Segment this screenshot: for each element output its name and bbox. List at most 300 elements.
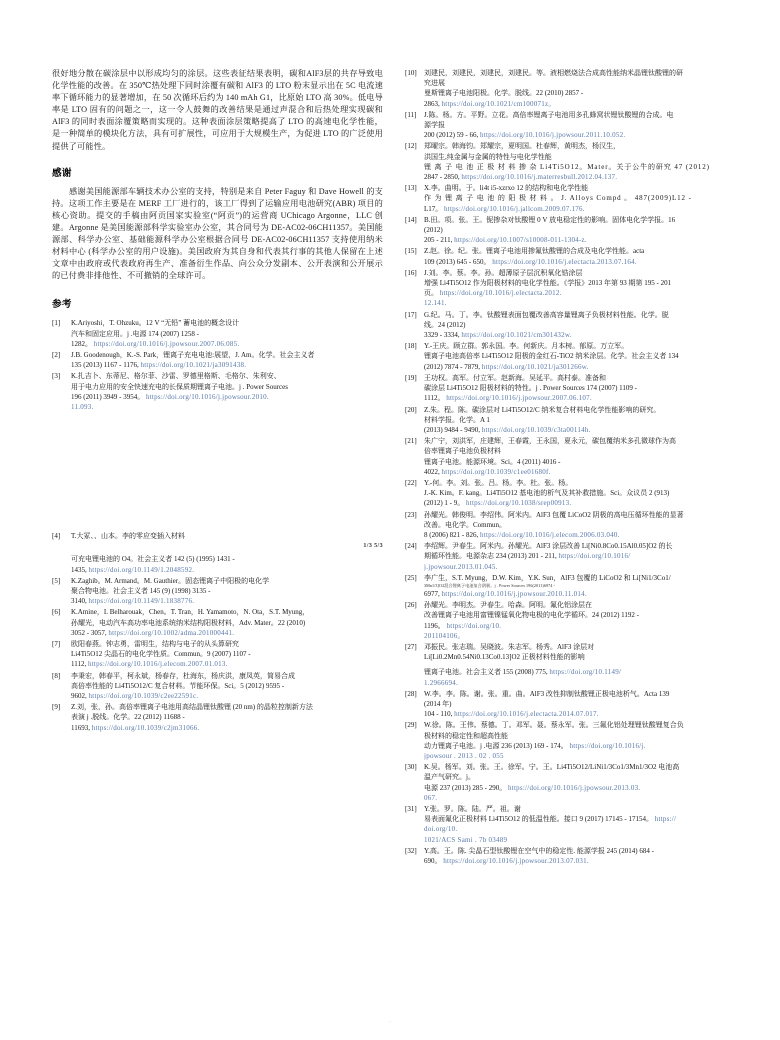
reference-line xyxy=(424,99,736,109)
reference-line xyxy=(424,235,736,245)
reference-entry xyxy=(405,573,736,599)
reference-text: 205 - 211, xyxy=(424,236,455,245)
doi-link[interactable]: 11.093. xyxy=(71,403,94,412)
doi-link[interactable]: j.jpowsour.2013.01.045. xyxy=(424,562,498,571)
reference-text: 11693, xyxy=(71,723,92,732)
reference-line xyxy=(424,446,736,456)
doi-link[interactable]: https://doi.org/10.1016/j.jpowsour.2013.07.031. xyxy=(443,857,589,866)
reference-continuation xyxy=(52,554,383,574)
reference-number: [29] xyxy=(405,721,417,730)
reference-line xyxy=(71,649,383,659)
reference-line xyxy=(424,846,736,856)
reference-line xyxy=(424,457,736,467)
left-column xyxy=(52,68,383,867)
doi-link[interactable]: https://doi.org/10.1016/j.elecom.2006.03.040. xyxy=(480,530,620,539)
doi-link[interactable]: https://doi.org/10.1149/1.2048592. xyxy=(88,565,195,574)
doi-link[interactable]: 1.2966694. xyxy=(424,678,458,687)
reference-text: 1196。 xyxy=(424,621,447,630)
reference-line xyxy=(424,741,736,751)
reference-text: 郑曜宗。韩海钧。郑耀宗，夏明国。杜春辉，黄明杰，杨汉生， xyxy=(424,142,620,151)
reference-entry xyxy=(405,405,736,436)
doi-link[interactable]: https://doi.org/10.1039/c1ee01680f. xyxy=(441,467,551,476)
reference-text: T.大冢、、山本。李的零应变插入材料 xyxy=(71,532,186,541)
reference-text: 温产气研究。j。 xyxy=(424,773,475,782)
reference-text: (2014 年) xyxy=(424,699,452,708)
reference-line xyxy=(424,110,736,120)
reference-line xyxy=(424,762,736,772)
reference-line xyxy=(71,723,383,733)
reference-body xyxy=(424,183,736,214)
reference-text: 196 (2011) 3949 - 3954。 xyxy=(71,392,146,401)
reference-number: [16] xyxy=(405,268,417,277)
reference-text: 1282。 xyxy=(71,339,94,348)
doi-link[interactable]: https://doi.org/10.1149/1.1838776. xyxy=(88,597,195,606)
reference-line xyxy=(71,360,383,370)
reference-line xyxy=(424,551,736,561)
reference-line xyxy=(424,330,736,340)
reference-body xyxy=(424,310,736,341)
reference-line xyxy=(424,678,736,688)
reference-text: 页。 xyxy=(424,289,440,298)
reference-line xyxy=(424,600,736,610)
doi-link[interactable]: https://doi.org/10.1039/c2jm31066. xyxy=(91,723,200,732)
reference-body xyxy=(424,846,736,866)
reference-line xyxy=(424,120,736,130)
doi-link[interactable]: 1021/ACS Sami . 7b 03489 xyxy=(424,835,508,844)
reference-body xyxy=(71,607,383,638)
doi-link[interactable]: https://doi.org/10.1021/ja3091438. xyxy=(140,361,247,370)
reference-text: 109 (2013) 645 - 650。 xyxy=(424,257,493,266)
reference-line xyxy=(71,371,383,381)
reference-number: [27] xyxy=(405,642,417,651)
reference-body xyxy=(424,510,736,541)
reference-line xyxy=(71,671,383,681)
reference-line xyxy=(71,659,383,669)
reference-number: [25] xyxy=(405,573,417,582)
reference-text: 倍率锂离子电池负极材料 xyxy=(424,447,501,456)
reference-line xyxy=(424,541,736,551)
reference-line xyxy=(424,783,736,793)
reference-body xyxy=(71,318,383,349)
reference-number: [23] xyxy=(405,510,417,519)
reference-number: [28] xyxy=(405,689,417,698)
reference-entry xyxy=(405,341,736,372)
reference-number: [19] xyxy=(405,373,417,382)
reference-line xyxy=(424,652,736,662)
two-column-layout xyxy=(52,68,736,867)
reference-line xyxy=(424,731,736,741)
reference-text: 聚合物电池。社会主义者 145 (9) (1998) 3135 - xyxy=(71,587,211,596)
reference-number: [14] xyxy=(405,215,417,224)
reference-text: 锂离子电池。能源环境。Sci。4 (2011) 4016 - xyxy=(424,457,561,466)
reference-line xyxy=(71,607,383,617)
reference-text: 极材料的稳定性和超高性能 xyxy=(424,731,508,740)
reference-text: (2013) 9484 - 9490, xyxy=(424,425,482,434)
reference-line xyxy=(424,172,736,182)
reference-list-right xyxy=(405,68,736,866)
doi-link[interactable]: https://doi.org/10.1021/cm100071z。 xyxy=(441,99,556,108)
reference-text: 动力锂离子电池。j .电源 236 (2013) 169 - 174。 xyxy=(424,741,570,750)
reference-number: [8] xyxy=(52,671,61,680)
reference-line xyxy=(424,341,736,351)
reference-line xyxy=(71,596,383,606)
reference-body xyxy=(71,531,383,541)
reference-line xyxy=(424,573,736,583)
reference-entry xyxy=(52,639,383,670)
reference-body xyxy=(424,405,736,436)
doi-link[interactable]: https://doi.org/10.1016/j.elecom.2007.01.013. xyxy=(87,660,228,669)
doi-link[interactable]: 12.141. xyxy=(424,299,447,308)
reference-text: J.B. Goodenough，K.-S. Park，锂离子充电电池:展望，J. Am。化学。社会主义者 xyxy=(71,351,315,360)
doi-link[interactable]: https://doi.org/10.1016/j.materresbull.2012.04.137. xyxy=(461,173,618,182)
reference-line xyxy=(424,257,736,267)
reference-entry xyxy=(405,183,736,214)
doi-link[interactable]: jpowsour . 2013 . 02 . 055 xyxy=(424,752,504,760)
reference-line xyxy=(424,405,736,415)
reference-line xyxy=(71,681,383,691)
reference-text: 增强 Li4Ti5O12 作为阳极材料的电化学性能。《学报》2013 年第 93 期第 195 - 201 xyxy=(424,279,672,288)
reference-line xyxy=(424,204,736,214)
reference-body xyxy=(424,541,736,572)
reference-text: G.纪。马。丁。李。钛酸锂表面包覆改善高容量锂离子负极材料性能。化学。脱 xyxy=(424,310,669,319)
reference-text: 碳涂层 Li4Ti5O12 阳极材料的特性。j . Power Sources 174 (2007) 1109 - xyxy=(424,384,637,393)
reference-text: 高倍率性能的 Li4Ti5O12/C 复合材料。节能环保。Sci。5 (2012) 9595 - xyxy=(71,681,285,690)
reference-text: 刘建民，刘建民，刘建民，刘建民。等。液相燃烧法合成高性能纳米晶锂钛酸锂的研 xyxy=(424,69,683,77)
doi-link[interactable]: https://doi.org/10. xyxy=(446,621,502,630)
reference-number: [4] xyxy=(52,532,61,541)
reference-number: [10] xyxy=(405,69,417,77)
reference-line xyxy=(424,193,736,203)
reference-line xyxy=(424,362,736,372)
reference-text: W.李。李。陈。谢。张。重。曲。AlF3 改性抑制钛酸锂正极电池析气。Acta 139 xyxy=(424,689,670,698)
reference-body xyxy=(71,554,383,574)
reference-line xyxy=(424,631,736,641)
reference-line xyxy=(424,689,736,699)
doi-link[interactable]: 067. xyxy=(424,793,438,802)
reference-body xyxy=(424,436,736,477)
reference-text: 1112。 xyxy=(424,394,447,403)
doi-link[interactable]: https://doi.org/10.1021/cm301432w. xyxy=(461,331,572,340)
reference-text: 李秉宏，韩春平，柯永斌，杨春存，杜海东，杨庆洪，康凤英，简易合成 xyxy=(71,671,295,680)
reference-text: 汽车和固定应用。j .电源 174 (2007) 1258 - xyxy=(71,329,199,338)
reference-entry xyxy=(52,350,383,370)
reference-text: 易表面氟化正极材料 Li4Ti5O12 的低温性能。接口 9 (2017) 17145 - 17154。 xyxy=(424,815,655,824)
reference-list-left xyxy=(52,318,383,732)
reference-line xyxy=(424,288,736,298)
reference-number: [32] xyxy=(405,846,417,855)
reference-line xyxy=(424,699,736,709)
reference-text: Li[Li0.2Mn0.54Ni0.13Co0.13]O2 正极材料性能的影响 xyxy=(424,653,585,662)
doi-link[interactable]: https://doi.org/10.1002/adma.201000441. xyxy=(108,628,235,637)
reference-number: [1] xyxy=(52,319,61,328)
reference-text: (2012) 7874 - 7879, xyxy=(424,362,482,371)
reference-body xyxy=(424,804,736,845)
reference-number: [5] xyxy=(52,576,61,585)
reference-number: [13] xyxy=(405,184,417,193)
reference-line xyxy=(424,215,736,225)
reference-text: 3140, xyxy=(71,597,89,606)
reference-entry xyxy=(405,846,736,866)
reference-text: 2847 - 2850, xyxy=(424,173,462,182)
reference-text: 作 为 锂 离 子 电 池 的 阳 极 材 料 。 J. Alloys Compd 。 487(2009)L12 - xyxy=(424,194,692,203)
reference-entry xyxy=(405,510,736,541)
reference-text: 可充电锂电池的 O4。社会主义者 142 (5) (1995) 1431 - xyxy=(71,555,235,564)
reference-text: 洪国生,纯金属与金属的特性与电化学性能 xyxy=(424,152,552,161)
reference-entry xyxy=(52,318,383,349)
reference-entry xyxy=(52,371,383,412)
reference-body xyxy=(71,702,383,733)
reference-text: 用于电力应用的安全快速充电的长保质期锂离子电池。j . Power Sources xyxy=(71,382,288,391)
doi-link[interactable]: https://doi.org/10.1016/j.jpowsour.2010. xyxy=(145,392,269,401)
reference-line xyxy=(424,510,736,520)
reference-text: 线。24 (2012) xyxy=(424,320,466,329)
reference-line xyxy=(71,329,383,339)
reference-line xyxy=(424,772,736,782)
reference-line xyxy=(424,804,736,814)
reference-line xyxy=(424,793,736,803)
reference-line xyxy=(424,856,736,866)
reference-line xyxy=(424,562,736,572)
reference-line xyxy=(71,531,383,541)
reference-entry xyxy=(405,110,736,141)
reference-line xyxy=(424,373,736,383)
reference-line xyxy=(424,351,736,361)
reference-text: 表演 j .脱线。化学。22 (2012) 11688 - xyxy=(71,713,185,722)
doi-link[interactable]: https://doi.org/10.1016/ xyxy=(558,552,631,561)
reference-text: 8 (2006) 821 - 826, xyxy=(424,530,480,539)
doi-link[interactable]: https://doi.org/10.1016/j.jpowsour.2007.06.107. xyxy=(446,394,592,403)
reference-number: [3] xyxy=(52,372,61,381)
reference-line xyxy=(424,268,736,278)
reference-text: 究进展 xyxy=(424,79,445,88)
doi-link[interactable]: https:// xyxy=(654,815,677,824)
reference-line xyxy=(424,642,736,652)
reference-line xyxy=(424,520,736,530)
reference-entry xyxy=(52,607,383,638)
reference-text: 1435, xyxy=(71,565,89,574)
reference-line xyxy=(424,320,736,330)
reference-line xyxy=(424,610,736,620)
reference-number: [20] xyxy=(405,405,417,414)
reference-text: 3Mn1/3]O2混合锂离子电池复合阴极。j . Power Sources 196(2011)6974 - xyxy=(424,582,556,588)
reference-line xyxy=(424,415,736,425)
reference-text: Y.张。罗。陈。陆。严。祖。谢 xyxy=(424,805,521,814)
reference-body xyxy=(71,639,383,670)
doi-link[interactable]: https://doi.org/10.1149/ xyxy=(549,668,622,677)
reference-body xyxy=(424,268,736,309)
reference-line xyxy=(71,576,383,586)
reference-text: 3329 - 3334, xyxy=(424,331,462,340)
reference-entry xyxy=(405,720,736,761)
reference-line xyxy=(424,667,736,677)
reference-number: [18] xyxy=(405,342,417,351)
reference-number: [7] xyxy=(52,640,61,649)
reference-text: L17。 xyxy=(424,204,445,213)
reference-text: 锂离子电池。社会主义者 155 (2008) 775, xyxy=(424,668,550,677)
reference-entry xyxy=(405,141,736,182)
reference-line xyxy=(424,709,736,719)
reference-text: 电源 237 (2013) 285 - 290。 xyxy=(424,783,508,792)
reference-number: [21] xyxy=(405,437,417,446)
reference-body xyxy=(424,141,736,182)
reference-entry xyxy=(405,268,736,309)
reference-text: (2012) xyxy=(424,226,443,235)
reference-entry xyxy=(405,804,736,845)
reference-line xyxy=(424,383,736,393)
reference-body xyxy=(424,642,736,688)
doi-link[interactable]: https://doi.org/10.1016/j.electacta.2012. xyxy=(439,289,562,298)
reference-body xyxy=(424,600,736,641)
reference-line xyxy=(424,130,736,140)
reference-body xyxy=(424,341,736,372)
reference-entry xyxy=(405,600,736,641)
reference-line xyxy=(71,639,383,649)
reference-text: 孙耀光。李明杰。尹春生。哈森。阿明。氟化铝涂层在 xyxy=(424,601,592,610)
reference-entry xyxy=(405,762,736,803)
reference-text: K.Zaghib。M. Armand。M. Gauthier。固态锂离子中阳极的电化学 xyxy=(71,576,270,585)
reference-entry xyxy=(52,576,383,607)
reference-line xyxy=(424,183,736,193)
right-column xyxy=(405,68,736,867)
reference-text: Z.刘，张，孙。高倍率锂离子电池用高结晶锂钛酸锂 (20 nm) 的晶粒控制新方法 xyxy=(71,703,313,712)
doi-link[interactable]: https://doi.org/10.1016/j.jallcom.2009.07.176. xyxy=(444,204,585,213)
reference-line xyxy=(424,152,736,162)
reference-text: 改善锂离子电池用富锂镍锰氧化物电极的电化学循环。24 (2012) 1192 - xyxy=(424,611,639,620)
reference-text: 李绍辉。尹春生。阿米内。孙耀光。AlF3 涂层改善 Li[Ni0.8Co0.15Al0.05]O2 的长 xyxy=(424,542,673,551)
reference-text: 邓振民。张志瑞。吴晓波。朱志军。杨秀。AlF3 涂层对 xyxy=(424,642,595,651)
reference-body xyxy=(424,68,736,109)
reference-text: Z.朱。程。陈。碳涂层对 Li4Ti5O12/C 纳米复合材料电化学性能影响的研究。 xyxy=(424,405,661,414)
doi-link[interactable]: https://doi.org/10.1039/c2ee22591c. xyxy=(88,692,199,701)
reference-line xyxy=(424,393,736,403)
reference-text: K.Amine，I. Belharouak，Chen。T. Tran，H. Yamamoto，N. Ota，S.T. Myung， xyxy=(71,608,310,617)
reference-number: [2] xyxy=(52,351,61,360)
reference-body xyxy=(424,373,736,404)
doi-link[interactable]: 201104106。 xyxy=(424,631,465,640)
reference-line xyxy=(424,720,736,730)
reference-entry xyxy=(405,478,736,509)
reference-text: B.田。项。张。王。铌掺杂对钛酸锂 0 V 放电稳定性的影响。固体电化学学报。16 xyxy=(424,215,676,224)
reference-line xyxy=(71,618,383,628)
reference-text: 4022, xyxy=(424,467,442,476)
doi-link[interactable]: https://doi.org/10.1039/c3ta00114h. xyxy=(481,425,591,434)
reference-text: K.吴。杨军。刘。张。王。徐军。宁。王。Li4Ti5O12/LiNi1/3Co1/3Mn1/3O2 电池高 xyxy=(424,763,680,772)
reference-text: 李广生，S.T. Myung，D.W. Kim，Y.K. Sun，AlF3 包覆的 LiCoO2 和 Li[Ni1/3Co1/ xyxy=(424,573,671,582)
reference-text: 3052 - 3057, xyxy=(71,628,109,637)
reference-line xyxy=(424,68,736,78)
reference-line xyxy=(424,162,736,172)
doi-link[interactable]: https://doi.org/10.1021/ja301266w. xyxy=(481,362,589,371)
reference-text: J.刘。李。蔡。李。孙。超薄原子层沉积氧化锆涂层 xyxy=(424,268,583,277)
reference-text: 135 (2013) 1167 - 1176, xyxy=(71,361,141,370)
reference-line xyxy=(424,278,736,288)
reference-body xyxy=(424,246,736,266)
reference-body xyxy=(424,689,736,720)
reference-text: 200 (2012) 59 - 66, xyxy=(424,131,480,140)
acknowledgement-text: 感谢美国能源部车辆技术办公室的支持，特别是来自 Peter Faguy 和 Dave Howell 的支持。这项工作主要是在 MERF 工厂进行的，该工厂得到了运输应用电池研究(ABR) 项目的核心资助。提交的手稿由阿贡国家实验室(“阿贡”)的运营商 UChicago Argonne，LLC 创建。Argonne 是美国能源部科学实验室办公室，其合同号为 DE-AC02-06CH11357。美国能源部、科学办公室、基础能源科学办公室根据合同号 DE-AC02-06CH11357 支持使用纳米材料中心 (科学办公室的用户设施)。美国政府为其自身和代表其行事的其他人保留在上述文章中由政府或代表政府再生产、准备衍生作品、向公众分发副本、公开表演和公开展示的已付费非排他性、不可撤销的全球许可。 xyxy=(52,186,383,281)
reference-line xyxy=(71,350,383,360)
reference-entry xyxy=(405,215,736,246)
reference-body xyxy=(424,573,736,599)
doi-link[interactable]: https://doi.org/10.1038/srep00913. xyxy=(466,499,572,508)
reference-number: [9] xyxy=(52,703,61,712)
reference-text: Li4Ti5O12 尖晶石的电化学性质。Commun。9 (2007) 1107 - xyxy=(71,650,251,659)
reference-text: 锂离子电池高倍率 Li4Ti5O12 阳极的金红石-TiO2 纳米涂层。化学。社会主义者 134 xyxy=(424,352,679,361)
doi-link[interactable]: https://doi.org/10.1016/j. xyxy=(569,741,646,750)
reference-gap-block xyxy=(52,543,383,549)
reference-line xyxy=(71,691,383,701)
column-blank-space xyxy=(52,413,383,531)
reference-number: [24] xyxy=(405,542,417,551)
reference-text: 欧阳春燕。钟志勇，雷明生，结构与电子的从头算研究 xyxy=(71,640,239,649)
page-footer-mark: . xyxy=(389,1018,391,1024)
reference-line xyxy=(424,824,736,834)
reference-line xyxy=(424,425,736,435)
reference-text: Z.赵。徐。纪。张。锂离子电池用掺氟钛酸锂的合成及电化学性能。acta xyxy=(424,247,645,256)
reference-text: 1112, xyxy=(71,660,88,669)
reference-text: (2012) 1 - 9。 xyxy=(424,499,466,508)
reference-line xyxy=(424,467,736,477)
reference-line xyxy=(424,88,736,98)
reference-body xyxy=(424,762,736,803)
reference-number: [15] xyxy=(405,247,417,256)
reference-number: [17] xyxy=(405,310,417,319)
reference-line xyxy=(71,339,383,349)
reference-number-spacer xyxy=(52,554,71,574)
reference-line xyxy=(71,586,383,596)
reference-number: [11] xyxy=(405,110,417,119)
reference-text: 孙耀光。韩俊明。李绍伟。阿米内。AlF3 包覆 LiCoO2 阴极的高电压循环性能的显著 xyxy=(424,510,684,519)
doi-link[interactable]: https://doi.org/10.1016/j.electacta.2013.07.164. xyxy=(492,257,637,266)
doi-link[interactable]: https://doi.org/10.1016/j.jpowsour.2011.10.052. xyxy=(480,131,626,140)
reference-entry xyxy=(52,702,383,733)
reference-text: X.李。曲明。于。li4t i5-xzrxo 12 的结构和电化学性能 xyxy=(424,184,589,193)
reference-number: [30] xyxy=(405,763,417,772)
doi-link[interactable]: https://doi.org/10.1007/s10008-011-1304-z. xyxy=(454,236,587,245)
doi-link[interactable]: https://doi.org/10.1016/j.jpowsour.2013.03. xyxy=(508,783,641,792)
reference-body xyxy=(424,478,736,509)
reference-text: 690。 xyxy=(424,857,444,866)
reference-entry xyxy=(405,642,736,688)
reference-line xyxy=(424,814,736,824)
reference-body xyxy=(424,215,736,246)
reference-text: 期循环性能。电源杂志 234 (2013) 201 - 211, xyxy=(424,552,559,561)
reference-entry xyxy=(405,310,736,341)
doi-link[interactable]: https://doi.org/10.1016/j.jpowsour.2007.06.085. xyxy=(93,339,240,348)
reference-line xyxy=(424,488,736,498)
reference-line xyxy=(71,702,383,712)
doi-link[interactable]: https://doi.org/10.1016/j.electacta.2014.07.017. xyxy=(454,710,599,719)
reference-text: 源学报 xyxy=(424,121,445,130)
reference-line xyxy=(424,246,736,256)
reference-line xyxy=(424,78,736,88)
reference-line xyxy=(71,318,383,328)
reference-body xyxy=(71,576,383,607)
reference-text: J.-K. Kim。F. kang。Li4Ti5O12 基电池的析气及其补救措施。Sci。众议员 2 (913) xyxy=(424,489,670,498)
body-paragraph-conclusion: 很好地分散在碳涂层中以形成均匀的涂层。这些表征结果表明，碳和AlF3层的共存导致电化学性能的改善。在 350℃热处理下同时涂覆有碳和 AlF3 的 LTO 粉末显示出在 5C 电流速率下循环能力的显著增加，在 50 次循环后约为 140 mAh G1，比原始 LTO 高 30%。低电导率是 LTO 固有的问题之一，这一令人鼓舞的改善结果是通过声混合和后热处理实现碳和 AlF3 的同时表面涂覆策略而实现的。这种表面涂层策略提高了 LTO 的高速电化学性能，是一种简单的模块化方法，具有可扩展性，可应用于大规模生产，为促进 LTO 的广泛使用提供了可能性。 xyxy=(52,69,383,151)
reference-line xyxy=(71,628,383,638)
acknowledgement-heading: 感谢 xyxy=(52,167,72,179)
reference-text: 锂 离 子 电 池 正 极 材 料 掺 杂 Li4Ti5O12。Mater。关于公牛的研究 47 (2012) xyxy=(424,162,710,171)
reference-line xyxy=(71,712,383,722)
reference-line xyxy=(424,589,736,599)
reference-body xyxy=(71,350,383,370)
doi-link[interactable]: https://doi.org/10.1016/j.jpowsour.2010.11.014. xyxy=(441,589,587,598)
reference-number: [26] xyxy=(405,601,417,610)
reference-text: 2863, xyxy=(424,99,442,108)
doi-link[interactable]: doi.org/10. xyxy=(424,825,458,834)
reference-line xyxy=(424,751,736,761)
